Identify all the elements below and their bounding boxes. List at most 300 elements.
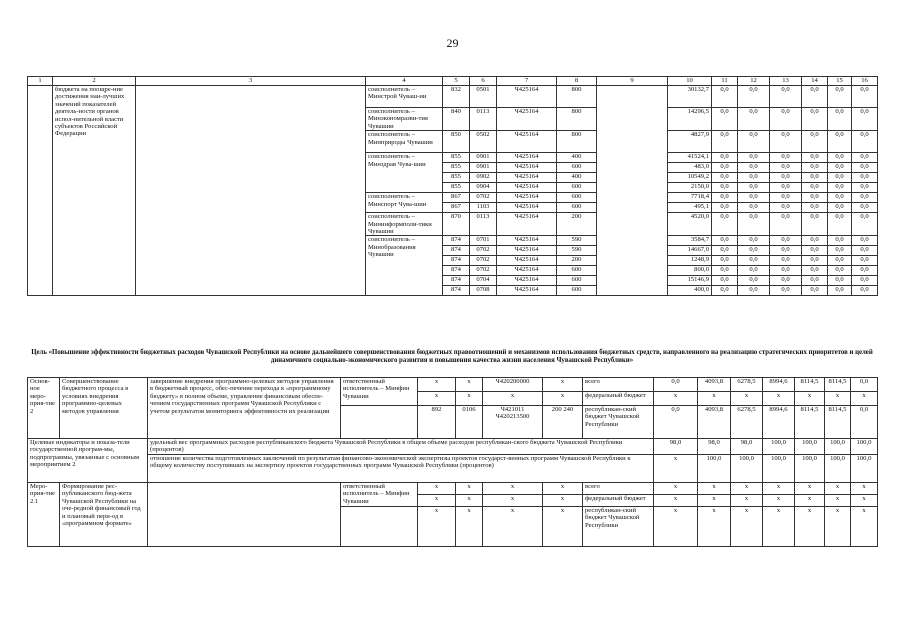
table-cell: 874 [443, 246, 470, 256]
table-cell: x [825, 495, 851, 507]
table-cell: 1248,9 [668, 256, 712, 266]
table-cell: 0,0 [852, 86, 878, 108]
table-cell: 800 [557, 131, 597, 153]
table-cell: 6278,5 [731, 406, 763, 439]
table-cell: 0,0 [828, 173, 852, 183]
table-cell: Ч425164 [497, 276, 557, 286]
table-cell: Ч425164 [497, 256, 557, 266]
table-cell: x [698, 392, 731, 406]
table-cell: Ч425164 [497, 108, 557, 131]
table-cell: 98,0 [698, 439, 731, 455]
table-cell: 0,0 [770, 203, 802, 213]
table-cell: 855 [443, 173, 470, 183]
table-cell: x [456, 378, 483, 392]
table-cell: 0,0 [852, 213, 878, 236]
table-cell: x [763, 507, 795, 547]
table-cell: x [543, 495, 583, 507]
table-cell: ответственный исполнитель – Минфин Чувашии [341, 483, 418, 507]
table-cell: x [731, 392, 763, 406]
table-cell: 100,0 [795, 439, 825, 455]
table-cell: 855 [443, 163, 470, 173]
table-cell: 0,0 [738, 173, 770, 183]
table-cell: x [763, 392, 795, 406]
table-cell: x [483, 483, 543, 495]
table-cell: 0,0 [712, 276, 738, 286]
table-cell: Ч425164 [497, 86, 557, 108]
table-cell: 0,0 [738, 203, 770, 213]
table-cell: федеральный бюджет [583, 495, 654, 507]
table-cell: Ч421011 Ч420213500 [483, 406, 543, 439]
table-cell: 0,0 [852, 153, 878, 163]
table-cell: 3584,7 [668, 236, 712, 246]
table-cell: x [543, 392, 583, 406]
table-cell [341, 406, 418, 439]
table-cell: 0113 [470, 108, 497, 131]
table-cell: 0,0 [852, 203, 878, 213]
table-cell: 14 [802, 77, 828, 86]
table-cell: 15146,9 [668, 276, 712, 286]
table-cell: 0,0 [852, 108, 878, 131]
table-cell: 0,0 [852, 173, 878, 183]
table-cell: 0,0 [851, 378, 878, 392]
table-cell: 600 [557, 286, 597, 296]
table-cell: 495,1 [668, 203, 712, 213]
table-cell: завершение внедрения программно-целевых методов управления в бюджетный процесс, обес-печение перехода к «программному бюджету» в полном объеме, управление финансовым обеспе-чением государственных программ Чувашской Республики с учетом результатов мониторинга эффективности их реализации [148, 378, 341, 439]
table-cell: 0,0 [852, 236, 878, 246]
table-cell: x [795, 392, 825, 406]
table-cell: Ч425164 [497, 193, 557, 203]
table-cell: Совершенствование бюджетного процесса в условиях внедрения программно-целевых методов управления [60, 378, 148, 439]
table-cell: 0702 [470, 266, 497, 276]
table-cell: Ч425164 [497, 213, 557, 236]
table-cell: x [654, 495, 698, 507]
table-cell: 14296,5 [668, 108, 712, 131]
table-cell: Ч425164 [497, 236, 557, 246]
table-cell: 98,0 [731, 439, 763, 455]
table-cell: 0,0 [852, 276, 878, 286]
table-cell: x [418, 392, 456, 406]
table-cell: Основ-ное меро-прия-тие 2 [28, 378, 60, 439]
table-cell: 590 [557, 246, 597, 256]
budget-table-block-2 [27, 377, 878, 547]
goal-heading: Цель «Повышение эффективности бюджетных расходов Чувашской Республики на основе дальнейшего совершенствования бюджетных правоотношений и механизмов использования бюджетных средств, направленного на реализацию стратегических приоритетов и целей динамичного социально-экономического развития и повышения качества жизни населения Чувашской Республики» [31, 349, 873, 364]
table-cell: 100,0 [825, 439, 851, 455]
table-cell: 0,0 [828, 183, 852, 193]
table-cell: x [418, 483, 456, 495]
table-cell: 0,0 [828, 246, 852, 256]
table-cell: x [698, 495, 731, 507]
table-cell: 400,0 [668, 286, 712, 296]
table-cell: федеральный бюджет [583, 392, 654, 406]
table-cell [341, 507, 418, 547]
table-cell: 0,0 [738, 153, 770, 163]
table-cell: x [731, 495, 763, 507]
table-cell: 0704 [470, 276, 497, 286]
table-cell: 0702 [470, 246, 497, 256]
table-cell: x [731, 483, 763, 495]
table-cell: x [543, 507, 583, 547]
table-cell: 0,0 [802, 203, 828, 213]
table-cell: 0,0 [852, 286, 878, 296]
table-cell: 0,0 [852, 246, 878, 256]
table-cell: 200 240 [543, 406, 583, 439]
table-cell: 600 [557, 193, 597, 203]
table-cell: 100,0 [698, 455, 731, 483]
table-cell: 0,0 [802, 86, 828, 108]
table-cell: x [825, 483, 851, 495]
table-cell: 0,0 [712, 86, 738, 108]
table-cell: 855 [443, 153, 470, 163]
table-cell: 0,0 [828, 163, 852, 173]
table-cell: Ч425164 [497, 246, 557, 256]
table-cell: 400 [557, 173, 597, 183]
table-cell: Ч425164 [497, 163, 557, 173]
table-cell: 4520,0 [668, 213, 712, 236]
table-cell: 0,0 [802, 108, 828, 131]
table-cell: 0,0 [802, 131, 828, 153]
table-cell: 0,0 [802, 266, 828, 276]
table-cell: 0,0 [738, 276, 770, 286]
table-cell: 200 [557, 256, 597, 266]
table-row [28, 483, 878, 495]
table-cell: Ч425164 [497, 286, 557, 296]
table-cell: 30132,7 [668, 86, 712, 108]
table-cell: 0,0 [712, 246, 738, 256]
table-cell: 874 [443, 286, 470, 296]
table-cell: 0502 [470, 131, 497, 153]
table-cell: x [456, 507, 483, 547]
table-cell: x [456, 495, 483, 507]
table-cell: 0,0 [802, 213, 828, 236]
table-cell: 0,0 [828, 256, 852, 266]
budget-table-block-1 [27, 76, 878, 296]
table-cell: 0,0 [770, 163, 802, 173]
table-cell: 0,0 [802, 286, 828, 296]
table-cell: x [851, 507, 878, 547]
table-cell: x [654, 455, 698, 483]
table-cell: 800,0 [668, 266, 712, 276]
table-cell: x [825, 392, 851, 406]
table-cell: 0701 [470, 236, 497, 246]
table-row [28, 439, 878, 455]
table-cell: 0,0 [738, 266, 770, 276]
table-cell: 0,0 [738, 108, 770, 131]
table-cell: 0,0 [770, 256, 802, 266]
table-cell: 11 [712, 77, 738, 86]
table-cell: 4 [366, 77, 443, 86]
table-cell: 4827,9 [668, 131, 712, 153]
table-cell: 0,0 [712, 173, 738, 183]
table-cell: x [795, 507, 825, 547]
table-cell: x [543, 378, 583, 392]
table-cell: 874 [443, 236, 470, 246]
table-cell: 0,0 [828, 108, 852, 131]
table-cell: 0,0 [852, 183, 878, 193]
table-cell: 41524,1 [668, 153, 712, 163]
table-cell: 8114,5 [825, 406, 851, 439]
table-cell: 0,0 [852, 163, 878, 173]
table-cell: 870 [443, 213, 470, 236]
table-cell: ответственный исполнитель – Минфин Чувашии [341, 378, 418, 406]
table-cell: 6278,5 [731, 378, 763, 392]
table-cell: x [763, 495, 795, 507]
table-cell: 867 [443, 203, 470, 213]
table-cell: 600 [557, 203, 597, 213]
table-cell: x [851, 495, 878, 507]
table-cell: 100,0 [851, 455, 878, 483]
table-cell: 3 [136, 77, 366, 86]
table-cell: 2150,0 [668, 183, 712, 193]
table-cell: 0,0 [770, 236, 802, 246]
table-cell: республикан-ский бюджет Чувашской Республики [583, 507, 654, 547]
table-cell: 0,0 [828, 131, 852, 153]
table-cell: 0,0 [738, 86, 770, 108]
table-cell: 8994,6 [763, 378, 795, 392]
table-row [28, 378, 878, 392]
table-cell: x [851, 483, 878, 495]
table-cell: 0904 [470, 183, 497, 193]
table-cell: x [763, 483, 795, 495]
table-cell: 0702 [470, 256, 497, 266]
page-number: 29 [446, 36, 459, 50]
table-cell: 0,0 [770, 131, 802, 153]
table-cell: 0,0 [738, 213, 770, 236]
table-cell: x [418, 378, 456, 392]
table-cell: 0,0 [738, 163, 770, 173]
table-cell: Ч425164 [497, 266, 557, 276]
table-cell: 600 [557, 276, 597, 286]
table-cell: 0,0 [770, 173, 802, 183]
table-cell: x [418, 495, 456, 507]
table-cell: 0,0 [770, 286, 802, 296]
table-cell: x [851, 392, 878, 406]
table-cell: 483,0 [668, 163, 712, 173]
table-cell: 600 [557, 266, 597, 276]
table-cell: 12 [738, 77, 770, 86]
table-cell: 100,0 [763, 455, 795, 483]
table-cell: 0,0 [828, 286, 852, 296]
table-cell: 800 [557, 108, 597, 131]
table-cell: 0,0 [712, 236, 738, 246]
table-cell: x [483, 507, 543, 547]
table-cell: 0,0 [712, 131, 738, 153]
table-cell: 8 [557, 77, 597, 86]
table-cell: 0,0 [770, 193, 802, 203]
table-cell: 832 [443, 86, 470, 108]
table-cell: 1 [28, 77, 53, 86]
table-cell: 9 [597, 77, 668, 86]
table-cell: 100,0 [851, 439, 878, 455]
table-cell: 0106 [456, 406, 483, 439]
table-cell: 10 [668, 77, 712, 86]
table-cell: 0,0 [712, 183, 738, 193]
table-cell: 0,0 [802, 173, 828, 183]
table-cell: 0,0 [828, 153, 852, 163]
table-cell: 0,0 [738, 246, 770, 256]
table-cell: 0,0 [738, 183, 770, 193]
table-cell: бюджета на поощре-ние достижения наи-лучших значений показателей деятель-ности органов испол-нительной власти субъектов Российской Федерации [53, 86, 136, 296]
table-cell: Ч425164 [497, 173, 557, 183]
table-cell: x [483, 392, 543, 406]
table-cell: 0,0 [852, 131, 878, 153]
table-cell: x [418, 507, 456, 547]
table-cell: 0,0 [828, 266, 852, 276]
table-cell: 0,0 [802, 193, 828, 203]
table-cell: 0,0 [802, 163, 828, 173]
table-cell: 874 [443, 256, 470, 266]
table-cell: Формирование рес-публиканского бюд-жета Чувашской Республики на оче-редной финансовый год и плановый пери-од в «программном формате» [60, 483, 148, 547]
table-cell: 0901 [470, 163, 497, 173]
table-cell: соисполнитель – Минздрав Чува-шии [366, 153, 443, 193]
table-cell: 0,0 [770, 266, 802, 276]
table-cell: всего [583, 378, 654, 392]
table-cell: 0,0 [828, 213, 852, 236]
table-cell: 0501 [470, 86, 497, 108]
table-cell: 0,0 [770, 213, 802, 236]
table-cell: x [456, 392, 483, 406]
table-cell: Меро-прия-тие 2.1 [28, 483, 60, 547]
table-cell: 0,0 [828, 203, 852, 213]
table-cell: 0,0 [712, 203, 738, 213]
table-row [28, 455, 878, 483]
table-cell: 7 [497, 77, 557, 86]
table-cell: 0,0 [852, 266, 878, 276]
table-cell: 0,0 [828, 193, 852, 203]
table-cell: 4093,8 [698, 378, 731, 392]
table-cell: 8114,5 [825, 378, 851, 392]
table-cell: 0,0 [802, 153, 828, 163]
table-cell: 100,0 [795, 455, 825, 483]
table-cell: 100,0 [763, 439, 795, 455]
table-cell: x [698, 507, 731, 547]
table-cell: Ч420200000 [483, 378, 543, 392]
table-cell: 0,0 [738, 193, 770, 203]
table-cell: 16 [852, 77, 878, 86]
table-cell: 0,0 [770, 183, 802, 193]
table-cell: 867 [443, 193, 470, 203]
table-cell: 7718,4 [668, 193, 712, 203]
table-cell: 0,0 [802, 183, 828, 193]
table-cell: 13 [770, 77, 802, 86]
table-cell [136, 86, 366, 296]
table-cell: 15 [828, 77, 852, 86]
table-cell: 892 [418, 406, 456, 439]
table-cell: республикан-ский бюджет Чувашской Республики [583, 406, 654, 439]
table-cell: 400 [557, 153, 597, 163]
table-cell: x [456, 483, 483, 495]
table-cell: Ч425164 [497, 183, 557, 193]
table-cell: 0,0 [828, 86, 852, 108]
table-cell: 855 [443, 183, 470, 193]
table-cell: 14667,0 [668, 246, 712, 256]
table-cell: 0702 [470, 193, 497, 203]
table-cell: 200 [557, 213, 597, 236]
table-cell: 0,0 [852, 256, 878, 266]
table-cell: 600 [557, 163, 597, 173]
table-cell: 0113 [470, 213, 497, 236]
table-cell: 0,0 [770, 153, 802, 163]
table-cell: 0,0 [712, 193, 738, 203]
table-cell: соисполнитель – Минэкономразви-тия Чувашии [366, 108, 443, 131]
table-cell: 0,0 [828, 236, 852, 246]
table-cell: соисполнитель – Минприроды Чувашии [366, 131, 443, 153]
table-cell: 1103 [470, 203, 497, 213]
table-cell: x [698, 483, 731, 495]
table-cell: 5 [443, 77, 470, 86]
table-cell: 874 [443, 266, 470, 276]
table-cell [148, 483, 341, 547]
table-cell: 100,0 [731, 455, 763, 483]
table-cell: 0,0 [770, 108, 802, 131]
table-cell: соисполнитель – Минобразования Чувашии [366, 236, 443, 296]
table-cell: 0,0 [802, 276, 828, 286]
table-cell: 874 [443, 276, 470, 286]
table-row [28, 86, 878, 108]
table-cell: 0,0 [828, 276, 852, 286]
table-cell: 0,0 [654, 378, 698, 392]
table-cell: 8994,6 [763, 406, 795, 439]
table-cell: 0902 [470, 173, 497, 183]
table-cell: x [731, 507, 763, 547]
table-cell [597, 86, 668, 296]
table-cell [28, 86, 53, 296]
table-cell: 590 [557, 236, 597, 246]
table-cell: 0,0 [712, 286, 738, 296]
table-cell: x [654, 392, 698, 406]
table-cell: x [654, 483, 698, 495]
table-cell: 850 [443, 131, 470, 153]
table-cell: Целевые индикаторы и показа-тели государственной програм-мы, подпрограммы, увязанные с основным мероприятием 2 [28, 439, 148, 483]
table-cell: x [795, 495, 825, 507]
table-cell: Ч425164 [497, 153, 557, 163]
table-cell: x [483, 495, 543, 507]
table-cell: 8114,5 [795, 378, 825, 392]
table-cell: 98,0 [654, 439, 698, 455]
table-cell: 0,0 [852, 193, 878, 203]
table-cell: соисполнитель – Минстрой Чуваш-ии [366, 86, 443, 108]
table-cell: 10549,2 [668, 173, 712, 183]
table-cell: соисполнитель – Минспорт Чува-шии [366, 193, 443, 213]
table-cell: 0,0 [712, 153, 738, 163]
table-cell: 0,0 [712, 108, 738, 131]
table-cell: x [543, 483, 583, 495]
table-cell: всего [583, 483, 654, 495]
table-cell: 0,0 [770, 86, 802, 108]
table-cell: 800 [557, 86, 597, 108]
table-cell: 0,0 [802, 256, 828, 266]
table-cell: x [654, 507, 698, 547]
table-cell: 2 [53, 77, 136, 86]
table-cell: 0,0 [738, 286, 770, 296]
table-cell: 8114,5 [795, 406, 825, 439]
table-cell: 0901 [470, 153, 497, 163]
table-cell: 0,0 [802, 246, 828, 256]
table-cell: 0,0 [654, 406, 698, 439]
table-cell: 4093,8 [698, 406, 731, 439]
table-cell: 100,0 [825, 455, 851, 483]
table-cell: 6 [470, 77, 497, 86]
table-cell: 0,0 [738, 256, 770, 266]
table-cell: Ч425164 [497, 203, 557, 213]
table-cell: 0,0 [712, 163, 738, 173]
table-cell: 0,0 [770, 246, 802, 256]
table-cell: x [825, 507, 851, 547]
table-cell: 0,0 [712, 266, 738, 276]
table-cell: 0,0 [738, 236, 770, 246]
table-cell: 600 [557, 183, 597, 193]
table-cell: удельный вес программных расходов республиканского бюджета Чувашской Республики в общем объеме расходов республикан-ского бюджета Чувашской Республики (процентов) [148, 439, 654, 455]
table-cell: 840 [443, 108, 470, 131]
